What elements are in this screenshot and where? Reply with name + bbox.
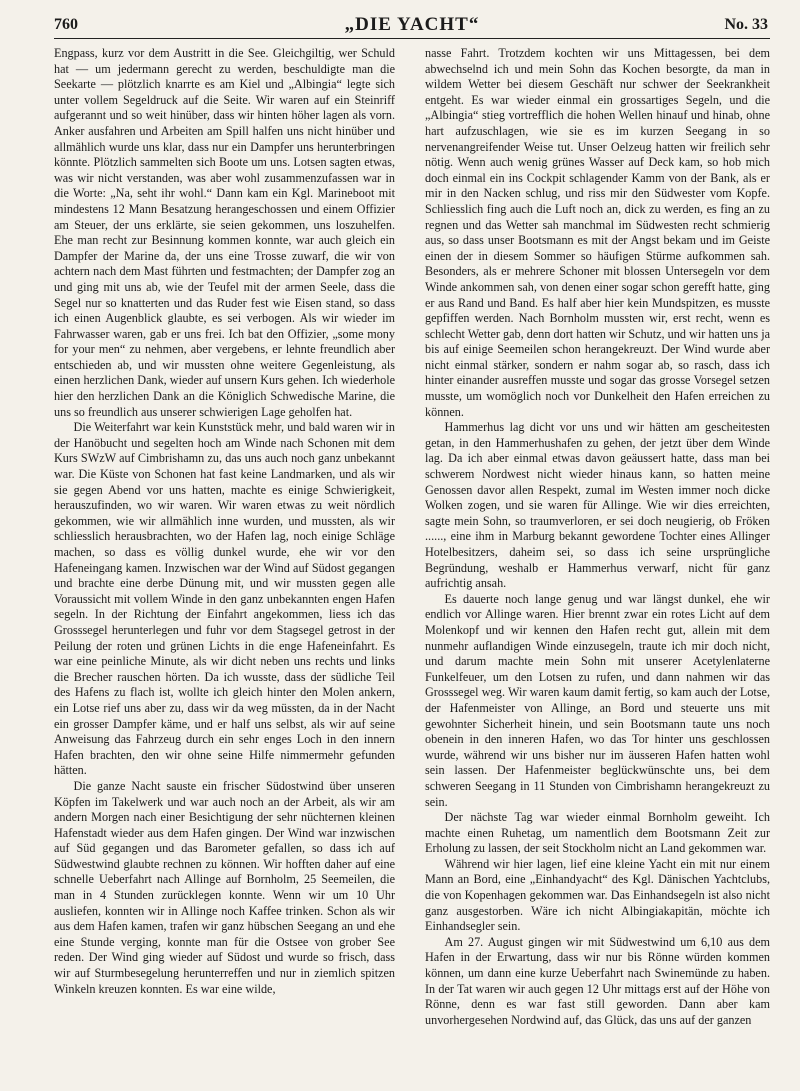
page-header	[54, 12, 770, 39]
page-number: 760	[54, 16, 78, 33]
journal-title: „DIE YACHT“	[344, 14, 480, 35]
left-column	[54, 46, 395, 1086]
issue-number: No. 33	[724, 16, 768, 33]
paragraph: Die ganze Nacht sauste ein frischer Südostwind über unseren Köpfen im Takelwerk und war auch noch an der Arbeit, als wir am andern Morgen nach einer Besichtigung der sehr nüchternen kleinen Hafenstadt wieder aus dem Hafen gingen. Der Wind war inzwischen auf Süd gegangen und das Barometer gefallen, so dass ich auf Südwestwind glaubte rechnen zu können. Wir hofften daher auf eine schnelle Ueberfahrt nach Allinge auf Bornholm, 25 Seemeilen, die man in 4 Stunden zurücklegen konnte. Wenn wir um 10 Uhr ausliefen, konnten wir in Allinge noch Kaffee trinken. Schon als wir aus dem Hafen kamen, trafen wir ganz hübschen Seegang an und ehe eine Stunde verging, konnte man für die Ostsee von grober See reden. Der Wind ging wieder auf Südost und wurde so frisch, dass wir auf Sturmbesegelung herunterreffen und nur in ziemlich spitzen Winkeln kreuzen konnten. Es war eine wilde,	[54, 778, 395, 996]
paragraph: Es dauerte noch lange genug und war längst dunkel, ehe wir endlich vor Allinge waren. Hier brennt zwar ein rotes Licht auf dem Molenkopf und wir kennen den Hafen recht gut, allein mit dem nunmehr auflandigen Winde einzusegeln, traute ich mir doch nicht, und darum machte mein Sohn mit unserer Acetylenlaterne Funkelfeuer, um den Lotsen zu rufen, und dann nahmen wir das Grosssegel weg. Wir waren kaum damit fertig, so kam auch der Lotse, der Hafenmeister von Allinge, an Bord und steuerte uns mit gewohnter Sicherheit hinein, und sein Bootsmann taute uns noch obenein in den inneren Hafen, wo das Tor hinter uns geschlossen wurde, während wir uns bisher nur im äusseren Hafen hatten wohl sein lassen. Der Hafenmeister beglückwünschte uns, bei dem schweren Seegang in 11 Stunden von Cimbrishamn herangekreuzt zu sein.	[425, 591, 770, 809]
paragraph: Die Weiterfahrt war kein Kunststück mehr, und bald waren wir in der Hanöbucht und segelten hoch am Winde nach Schonen mit dem Kurs SWzW auf Cimbrishamn zu, das uns auch noch ganz unbekannt war. Die Küste von Schonen hat fast keine Landmarken, und als wir sie gegen Abend vor uns hatten, machte es einige Schwierigkeit, herauszufinden, wo wir waren. Wir waren etwas zu weit nördlich gekommen, wie wir allmählich inne wurden, und mussten, als wir schliesslich herausbrachten, wo der Hafen lag, noch einige Schläge machen, so dass es völlig dunkel wurde, ehe wir vor den Hafeneingang kamen. Inzwischen war der Wind auf Südost gegangen und brachte eine derbe Dünung mit, und wir mussten gegen alle Voraussicht mit vollem Winde in den ganz unbekannten engen Hafen segeln. In der Richtung der Einfahrt angekommen, liess ich das Grosssegel herunterlegen und fuhr vor dem Stagsegel getrost in der Peilung der roten und grünen Lichts in die enge Hafeneinfahrt. Es war eine peinliche Minute, als wir dicht neben uns rechts und links die Brecher rauschen hörten. Da ich wusste, dass der südliche Teil des Hafens zu flach ist, wollte ich gleich hinter den Molen ankern, ein Lotse rief uns aber zu, dass wir da weg müssten, da in der Nacht ein grosser Dampfer käme, und er half uns selbst, als wir auf seine Anweisung das Fahrzeug durch ein sehr enges Loch in den innern Hafen brachten, den wir ohne seine Hilfe nimmermehr gefunden hätten.	[54, 420, 395, 778]
paragraph: nasse Fahrt. Trotzdem kochten wir uns Mittagessen, bei dem abwechselnd ich und mein Sohn das Kochen besorgte, da man in wildem Wetter bei diesem Geschäft nur schwer der Seekrankheit entgeht. Es war wieder einmal ein grossartiges Segeln, und die „Albingia“ stieg vortrefflich die hohen Wellen hinauf und hinab, ohne hart aufzuschlagen, wie sie es im kurzen Seegang in so nervenangreifender Weise tut. Unser Oelzeug hatten wir freilich sehr nötig. Wenn auch wenig grünes Wasser auf Deck kam, so hob mich doch einmal ein ins Cockpit schlagender Kamm von der Bank, als er mir in den Nacken schlug, und riss mir den Südwester vom Kopfe. Schliesslich fing auch die Luft noch an, dick zu werden, es fing an zu regnen und das Wetter sah manchmal im Südwesten recht schmierig aus, so dass unser Bootsmann es mit der Angst bekam und im Geiste einen der in diesem Sommer so häufigen Stürme aufkommen sah. Besonders, als er mehrere Schoner mit blossen Untersegeln vor dem Winde ankommen sah, von denen einer sogar schon gerefft hatte, ging er aus Rand und Band. Es half aber hier kein Mundspitzen, es musste gepfiffen werden. Nach Bornholm mussten wir, erst recht, wenn es schlecht Wetter gab, denn dort hatten wir Schutz, und wir hatten uns ja bis auf einige Seemeilen schon herangekreuzt. Der Wind wurde aber nicht einmal stärker, sondern er nahm sogar ab, so rasch, dass ich hinter einander ausreffen musste und sogar das grosse Vorsegel setzen musste, um womöglich noch vor Dunkelheit den Hafen erreichen zu können.	[425, 46, 770, 419]
paragraph: Am 27. August gingen wir mit Südwestwind um 6,10 aus dem Hafen in der Erwartung, dass wir nur bis Rönne würden kommen können, um dann eine kurze Ueberfahrt nach Swinemünde zu haben. In der Tat waren wir auch gegen 12 Uhr mittags erst auf der Höhe von Rönne, denn es war fast still geworden. Dann aber kam unvorhergesehen Nordwind auf, das Glück, das uns auf der ganzen	[425, 934, 770, 1027]
paragraph: Während wir hier lagen, lief eine kleine Yacht ein mit nur einem Mann an Bord, eine „Einhandyacht“ des Kgl. Dänischen Yachtclubs, die von Kopenhagen gekommen war. Das Einhandsegeln ist also nicht ganz ausgestorben. Wäre ich nicht Albingiakapitän, möchte ich Einhandsegler sein.	[425, 856, 770, 934]
paragraph: Hammerhus lag dicht vor uns und wir hätten am gescheitesten getan, in den Hammerhushafen zu gehen, der jetzt über dem Winde lag. Da ich aber einmal etwas davon geäussert hatte, dass man bei schwerem Nordwest nicht wieder hinaus kann, so hatten meine Genossen davor allen Respekt, zumal im Westen immer noch dicke Wolken zogen, und sie waren für Allinge. Wie wir dies erreichten, sagte mein Sohn, so traumverloren, er sei doch neugierig, ob Fröken ......, eine ihm in Marburg bekannt gewordene Tochter eines Allinger Hotelbesitzers, daheim sei, so dass ich seine ursprüngliche Begründung, weshalb er Hammerhus verwarf, nicht für ganz aufrichtig ansah.	[425, 420, 770, 591]
paragraph: Der nächste Tag war wieder einmal Bornholm geweiht. Ich machte einen Ruhetag, um namentlich dem Bootsmann Zeit zur Erholung zu lassen, der seit Stockholm nicht an Land gekommen war.	[425, 810, 770, 856]
right-column	[425, 46, 770, 1086]
paragraph: Engpass, kurz vor dem Austritt in die See. Gleichgiltig, wer Schuld hat — um jedermann gerecht zu werden, beschuldigte man die Seekarte — plötzlich knarrte es am Kiel und „Albingia“ legte sich unter vollem Segeldruck auf die Seite. Wir waren auf ein Steinriff aufgerannt und so weit hinüber, dass wir hinten höher lagen als vorn. Anker ausfahren und Arbeiten am Spill halfen uns nicht hinüber und allmählich wurde uns klar, dass nur ein Dampfer uns herunterbringen könnte. Plötzlich sammelten sich Boote um uns. Lotsen sagten etwas, was wir nicht verstanden, was aber wohl zusammenzufassen war in die Worte: „Na, seht ihr wohl.“ Dann kam ein Kgl. Marineboot mit mindestens 12 Mann Besatzung herangeschossen und einem Offizier am Steuer, der uns erklärte, sie seien gekommen, uns loszuhelfen. Ehe man recht zur Besinnung kommen konnte, war auch gleich ein Dampfer der Marine da, der uns eine Trosse zuwarf, die wir von achtern nach dem Mast führten und festmachten; der Dampfer zog an und ging mit uns ab, wie der Teufel mit der armen Seele, dass die Segel nur so knatterten und das Ruder fest wie Eisen stand, so dass ich einen Augenblick glaubte, es sei verbogen. Als wir wieder im Fahrwasser waren, gab er uns frei. Ich bat den Offizier, „some mony for your men“ zu nehmen, aber vergebens, er lehnte freundlich aber entschieden ab, und wir mussten ohne weitere Gegenleistung, als einen herzlichen Dank, wieder auf unsern Kurs gehen. Ich wiederhole hier den herzlichen Dank an die Königlich Schwedische Marine, die uns so freundlich aus unserer schwierigen Lage geholfen hat.	[54, 46, 395, 419]
